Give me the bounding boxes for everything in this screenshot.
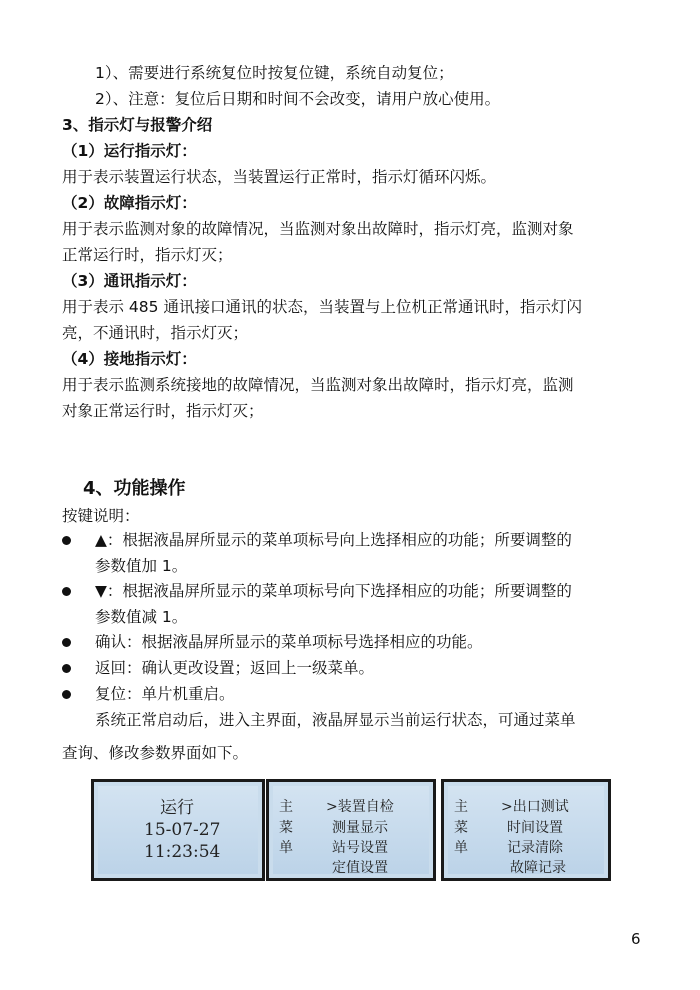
- lcd-menu-item: 故障记录: [510, 860, 566, 876]
- lcd-menu-side-char: 菜: [454, 820, 468, 836]
- run-indicator-text: 用于表示装置运行状态，当装置运行正常时，指示灯循环闪烁。: [62, 168, 497, 186]
- page-number: 6: [631, 930, 641, 948]
- lcd-menu-side-char: 主: [454, 799, 468, 815]
- bullet-icon: [62, 536, 71, 545]
- bullet-icon: [62, 664, 71, 673]
- section-4-heading: 4、功能操作: [83, 478, 186, 499]
- fault-indicator-text-1: 用于表示监测对象的故障情况，当监测对象出故障时，指示灯亮，监测对象: [62, 220, 574, 238]
- comm-indicator-text-2: 亮，不通讯时，指示灯灭；: [62, 324, 249, 342]
- lcd-menu-side-char: 单: [454, 840, 468, 856]
- ground-indicator-text-2: 对象正常运行时，指示灯灭；: [62, 402, 264, 420]
- lcd-main-screen: [91, 779, 265, 881]
- comm-indicator-title: （3）通讯指示灯：: [62, 272, 197, 290]
- lcd-date: 15-07-27: [144, 820, 221, 840]
- lcd-menu-screen-2: [441, 779, 611, 881]
- lcd-menu-screen-1: [266, 779, 436, 881]
- bullet-icon: [62, 690, 71, 699]
- ground-indicator-title: （4）接地指示灯：: [62, 350, 197, 368]
- lcd-menu-item: >装置自检: [326, 799, 394, 815]
- key-back-text: 返回：确认更改设置；返回上一级菜单。: [95, 659, 375, 677]
- bullet-icon: [62, 638, 71, 647]
- lcd-menu-item: >出口测试: [501, 799, 569, 815]
- lcd-menu-item: 定值设置: [332, 860, 388, 876]
- startup-text-1: 系统正常启动后，进入主界面，液晶屏显示当前运行状态，可通过菜单: [95, 711, 576, 729]
- key-reset-text: 复位：单片机重启。: [95, 685, 235, 703]
- lcd-menu-item: 站号设置: [332, 840, 388, 856]
- lcd-menu-side-char: 菜: [279, 820, 293, 836]
- bullet-icon: [62, 587, 71, 596]
- comm-indicator-text-1: 用于表示 485 通讯接口通讯的状态，当装置与上位机正常通讯时，指示灯闪: [62, 298, 582, 316]
- run-indicator-title: （1）运行指示灯：: [62, 142, 197, 160]
- section-3-heading: 3、指示灯与报警介绍: [62, 116, 213, 134]
- fault-indicator-text-2: 正常运行时，指示灯灭；: [62, 246, 233, 264]
- lcd-status: 运行: [160, 798, 194, 818]
- key-up-text-1: ▲：根据液晶屏所显示的菜单项标号向上选择相应的功能；所要调整的: [95, 531, 572, 549]
- lcd-time: 11:23:54: [144, 842, 221, 862]
- lcd-menu-item: 时间设置: [507, 820, 563, 836]
- reset-note-2: 2）、注意：复位后日期和时间不会改变，请用户放心使用。: [95, 90, 501, 108]
- key-up-text-2: 参数值加 1。: [95, 557, 188, 575]
- keys-label: 按键说明：: [62, 507, 140, 525]
- lcd-menu-item: 记录清除: [507, 840, 563, 856]
- key-confirm-text: 确认：根据液晶屏所显示的菜单项标号选择相应的功能。: [95, 633, 483, 651]
- key-down-text-1: ▼：根据液晶屏所显示的菜单项标号向下选择相应的功能；所要调整的: [95, 582, 572, 600]
- key-down-text-2: 参数值减 1。: [95, 608, 188, 626]
- lcd-menu-side-char: 主: [279, 799, 293, 815]
- ground-indicator-text-1: 用于表示监测系统接地的故障情况，当监测对象出故障时，指示灯亮，监测: [62, 376, 574, 394]
- fault-indicator-title: （2）故障指示灯：: [62, 194, 197, 212]
- lcd-menu-item: 测量显示: [332, 820, 388, 836]
- reset-note-1: 1）、需要进行系统复位时按复位键，系统自动复位；: [95, 64, 454, 82]
- startup-text-2: 查询、修改参数界面如下。: [62, 744, 249, 762]
- lcd-menu-side-char: 单: [279, 840, 293, 856]
